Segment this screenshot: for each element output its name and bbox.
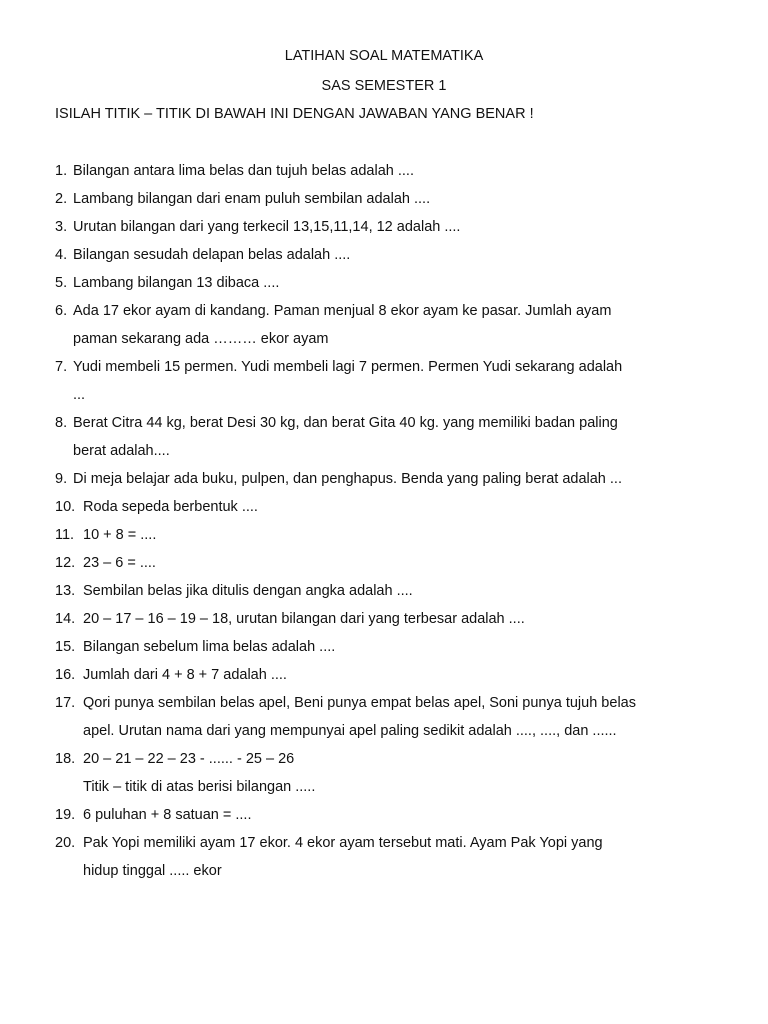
question-number: 8. [55,415,68,431]
question-text-continued: Titik – titik di atas berisi bilangan ..... [83,779,316,795]
question-text: Bilangan sebelum lima belas adalah .... [83,639,336,655]
question-number: 9. [55,471,68,487]
question-text-continued: hidup tinggal ..... ekor [83,863,222,879]
question-number: 13. [55,583,76,599]
question-number: 3. [55,219,68,235]
question-number: 12. [55,555,76,571]
question-number: 5. [55,275,68,291]
page-subtitle: SAS SEMESTER 1 [321,78,447,94]
question-number: 19. [55,807,76,823]
question-number: 6. [55,303,68,319]
question-text: 20 – 21 – 22 – 23 - ...... - 25 – 26 [83,751,295,767]
question-text: Di meja belajar ada buku, pulpen, dan penghapus. Benda yang paling berat adalah ... [73,471,622,487]
question-number: 10. [55,499,76,515]
instruction-text: ISILAH TITIK – TITIK DI BAWAH INI DENGAN JAWABAN YANG BENAR ! [55,106,534,122]
question-text: Qori punya sembilan belas apel, Beni punya empat belas apel, Soni punya tujuh belas [83,695,636,711]
question-number: 15. [55,639,76,655]
question-number: 4. [55,247,68,263]
question-text-continued: ... [73,387,86,403]
question-text: 23 – 6 = .... [83,555,156,571]
page-title: LATIHAN SOAL MATEMATIKA [284,48,484,64]
question-text-continued: berat adalah.... [73,443,170,459]
question-text: Jumlah dari 4 + 8 + 7 adalah .... [83,667,287,683]
question-text: 20 – 17 – 16 – 19 – 18, urutan bilangan dari yang terbesar adalah .... [83,611,525,627]
question-number: 1. [55,163,68,179]
question-text: Lambang bilangan dari enam puluh sembilan adalah .... [73,191,431,207]
question-text: Berat Citra 44 kg, berat Desi 30 kg, dan berat Gita 40 kg. yang memiliki badan paling [73,415,618,431]
question-text-continued: apel. Urutan nama dari yang mempunyai apel paling sedikit adalah ...., ...., dan ...... [83,723,617,739]
question-text: Lambang bilangan 13 dibaca .... [73,275,280,291]
question-number: 20. [55,835,76,851]
question-text-continued: paman sekarang ada ……… ekor ayam [73,331,329,347]
question-text: Roda sepeda berbentuk .... [83,499,258,515]
question-text: Ada 17 ekor ayam di kandang. Paman menjual 8 ekor ayam ke pasar. Jumlah ayam [73,303,612,319]
question-text: 6 puluhan + 8 satuan = .... [83,807,252,823]
question-text: 10 + 8 = .... [83,527,157,543]
question-number: 11. [55,527,75,543]
question-number: 16. [55,667,76,683]
question-text: Yudi membeli 15 permen. Yudi membeli lagi 7 permen. Permen Yudi sekarang adalah [73,359,623,375]
question-number: 7. [55,359,68,375]
question-text: Bilangan sesudah delapan belas adalah .... [73,247,351,263]
question-text: Bilangan antara lima belas dan tujuh belas adalah .... [73,163,414,179]
question-number: 14. [55,611,76,627]
question-text: Urutan bilangan dari yang terkecil 13,15,11,14, 12 adalah .... [73,219,461,235]
question-text: Pak Yopi memiliki ayam 17 ekor. 4 ekor ayam tersebut mati. Ayam Pak Yopi yang [83,835,603,851]
question-number: 2. [55,191,68,207]
question-number: 17. [55,695,76,711]
question-text: Sembilan belas jika ditulis dengan angka adalah .... [83,583,413,599]
question-number: 18. [55,751,76,767]
